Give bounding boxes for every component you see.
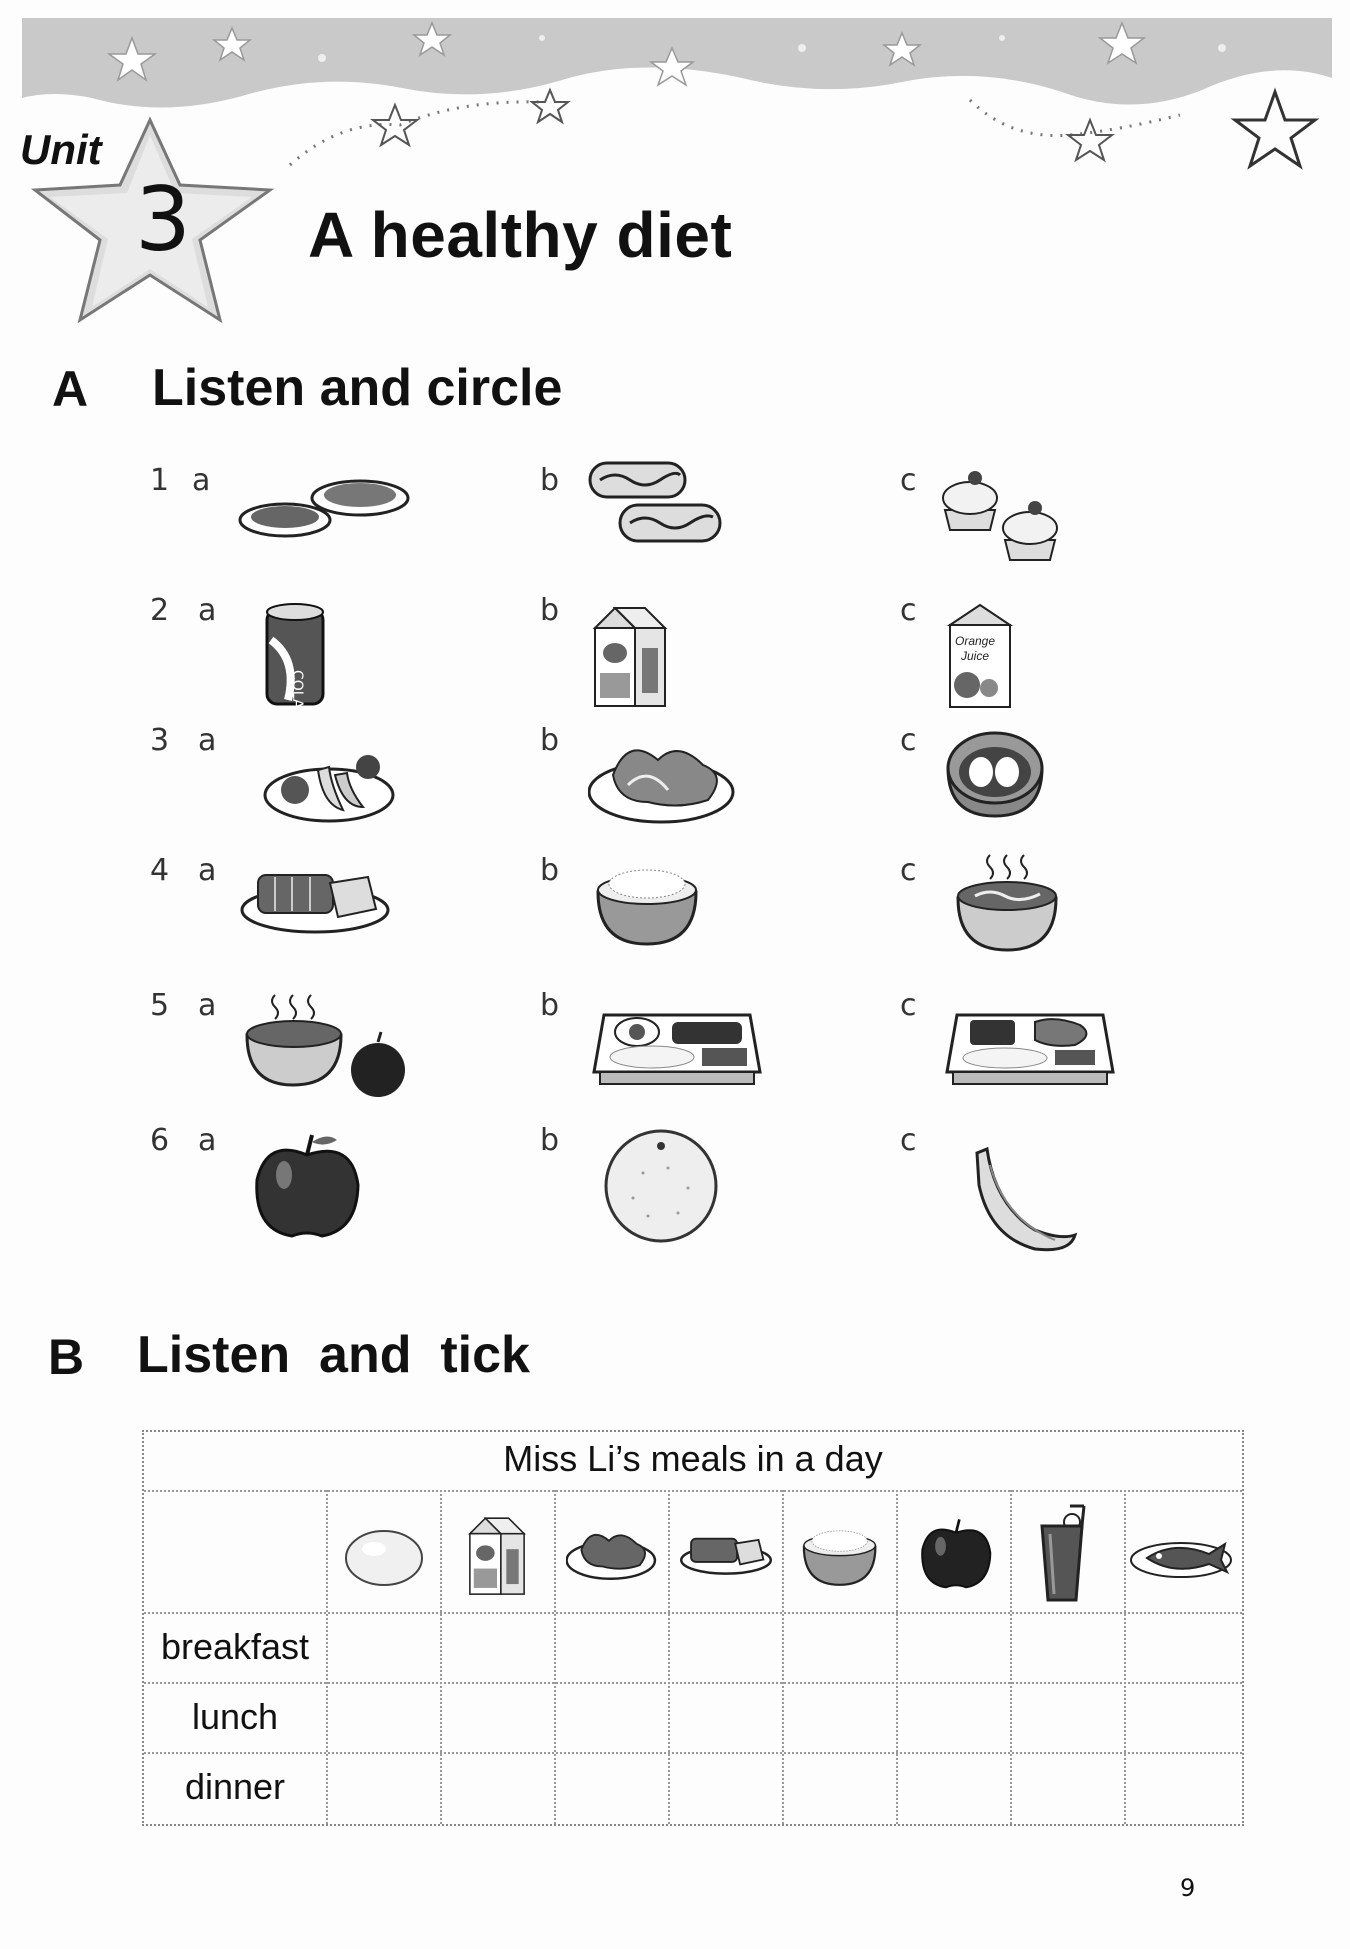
orange-juice-carton-icon[interactable] <box>945 600 1015 710</box>
vegetable-plate-icon <box>566 1522 658 1589</box>
fish-plate-icon <box>1129 1532 1234 1585</box>
hot-dogs-icon[interactable] <box>585 455 725 550</box>
cupcakes-icon[interactable] <box>935 460 1065 565</box>
row-label-breakfast: breakfast <box>160 1626 310 1667</box>
eggs-bowl-icon[interactable] <box>945 728 1045 818</box>
option-letter[interactable]: a <box>198 853 217 888</box>
svg-text:Juice: Juice <box>961 649 990 663</box>
decorative-stars <box>280 80 1340 200</box>
table-divider <box>668 1490 670 1824</box>
item-number: 2 <box>150 593 170 628</box>
banana-icon[interactable] <box>965 1145 1080 1255</box>
egg-icon <box>339 1527 429 1594</box>
fruit-plate-icon[interactable] <box>263 745 398 825</box>
item-number: 4 <box>150 853 170 888</box>
noodles-and-apple-icon[interactable] <box>245 990 410 1100</box>
option-letter[interactable]: b <box>540 853 560 888</box>
option-letter[interactable]: c <box>900 723 917 758</box>
unit-number: 3 <box>135 168 191 271</box>
option-letter[interactable]: b <box>540 988 560 1023</box>
section-a-title: Listen and circle <box>152 359 563 417</box>
apple-icon[interactable] <box>252 1130 362 1240</box>
apple-icon <box>919 1514 993 1597</box>
egg-rice-tray-icon[interactable] <box>592 1010 762 1090</box>
option-letter[interactable]: a <box>198 1123 217 1158</box>
section-a-letter: A <box>52 361 89 417</box>
option-letter[interactable]: b <box>540 463 560 498</box>
option-letter[interactable]: c <box>900 853 917 888</box>
table-divider <box>144 1752 1242 1754</box>
table-divider <box>1010 1490 1012 1824</box>
item-number: 5 <box>150 988 170 1023</box>
row-label-lunch: lunch <box>191 1696 279 1737</box>
option-letter[interactable]: b <box>540 723 560 758</box>
page-title: A healthy diet <box>308 199 733 271</box>
meals-table-title: Miss Li’s meals in a day <box>503 1438 883 1479</box>
table-divider <box>554 1490 556 1824</box>
orange-icon[interactable] <box>603 1128 719 1244</box>
unit-label: Unit <box>20 126 102 173</box>
option-letter[interactable]: c <box>900 1123 917 1158</box>
meat-rice-tray-icon[interactable] <box>945 1010 1115 1090</box>
table-divider <box>896 1490 898 1824</box>
noodle-bowl-icon[interactable] <box>955 850 1060 955</box>
table-divider <box>144 1612 1242 1614</box>
option-letter[interactable]: b <box>540 1123 560 1158</box>
milk-carton-icon[interactable] <box>590 603 670 708</box>
option-letter[interactable]: b <box>540 593 560 628</box>
meals-table <box>142 1430 1244 1826</box>
option-letter[interactable]: a <box>192 463 211 498</box>
option-letter[interactable]: a <box>198 723 217 758</box>
option-letter[interactable]: a <box>198 988 217 1023</box>
bread-plate-icon <box>680 1532 772 1581</box>
option-letter[interactable]: c <box>900 593 917 628</box>
pizza-plates-icon[interactable] <box>235 470 415 545</box>
table-divider <box>782 1490 784 1824</box>
svg-text:COLA: COLA <box>289 670 305 709</box>
page-number: 9 <box>1180 1874 1196 1902</box>
vegetable-plate-icon[interactable] <box>588 730 738 830</box>
rice-bowl-icon <box>800 1525 880 1592</box>
option-letter[interactable]: c <box>900 988 917 1023</box>
option-letter[interactable]: a <box>198 593 217 628</box>
table-divider <box>144 1490 1242 1492</box>
milk-carton-icon <box>466 1512 528 1603</box>
section-b-letter: B <box>48 1329 85 1385</box>
item-number: 1 <box>150 463 170 498</box>
row-label-dinner: dinner <box>184 1766 286 1807</box>
option-letter[interactable]: c <box>900 463 917 498</box>
cola-can-icon[interactable] <box>263 600 329 710</box>
svg-text:Orange: Orange <box>955 634 996 648</box>
item-number: 6 <box>150 1123 170 1158</box>
table-divider <box>144 1682 1242 1684</box>
table-divider <box>326 1490 328 1824</box>
table-divider <box>440 1490 442 1824</box>
bread-plate-icon[interactable] <box>240 865 390 935</box>
rice-bowl-icon[interactable] <box>595 862 700 947</box>
juice-glass-icon <box>1034 1504 1094 1609</box>
section-b-title: Listen and tick <box>137 1326 530 1384</box>
table-divider <box>1124 1490 1126 1824</box>
item-number: 3 <box>150 723 170 758</box>
